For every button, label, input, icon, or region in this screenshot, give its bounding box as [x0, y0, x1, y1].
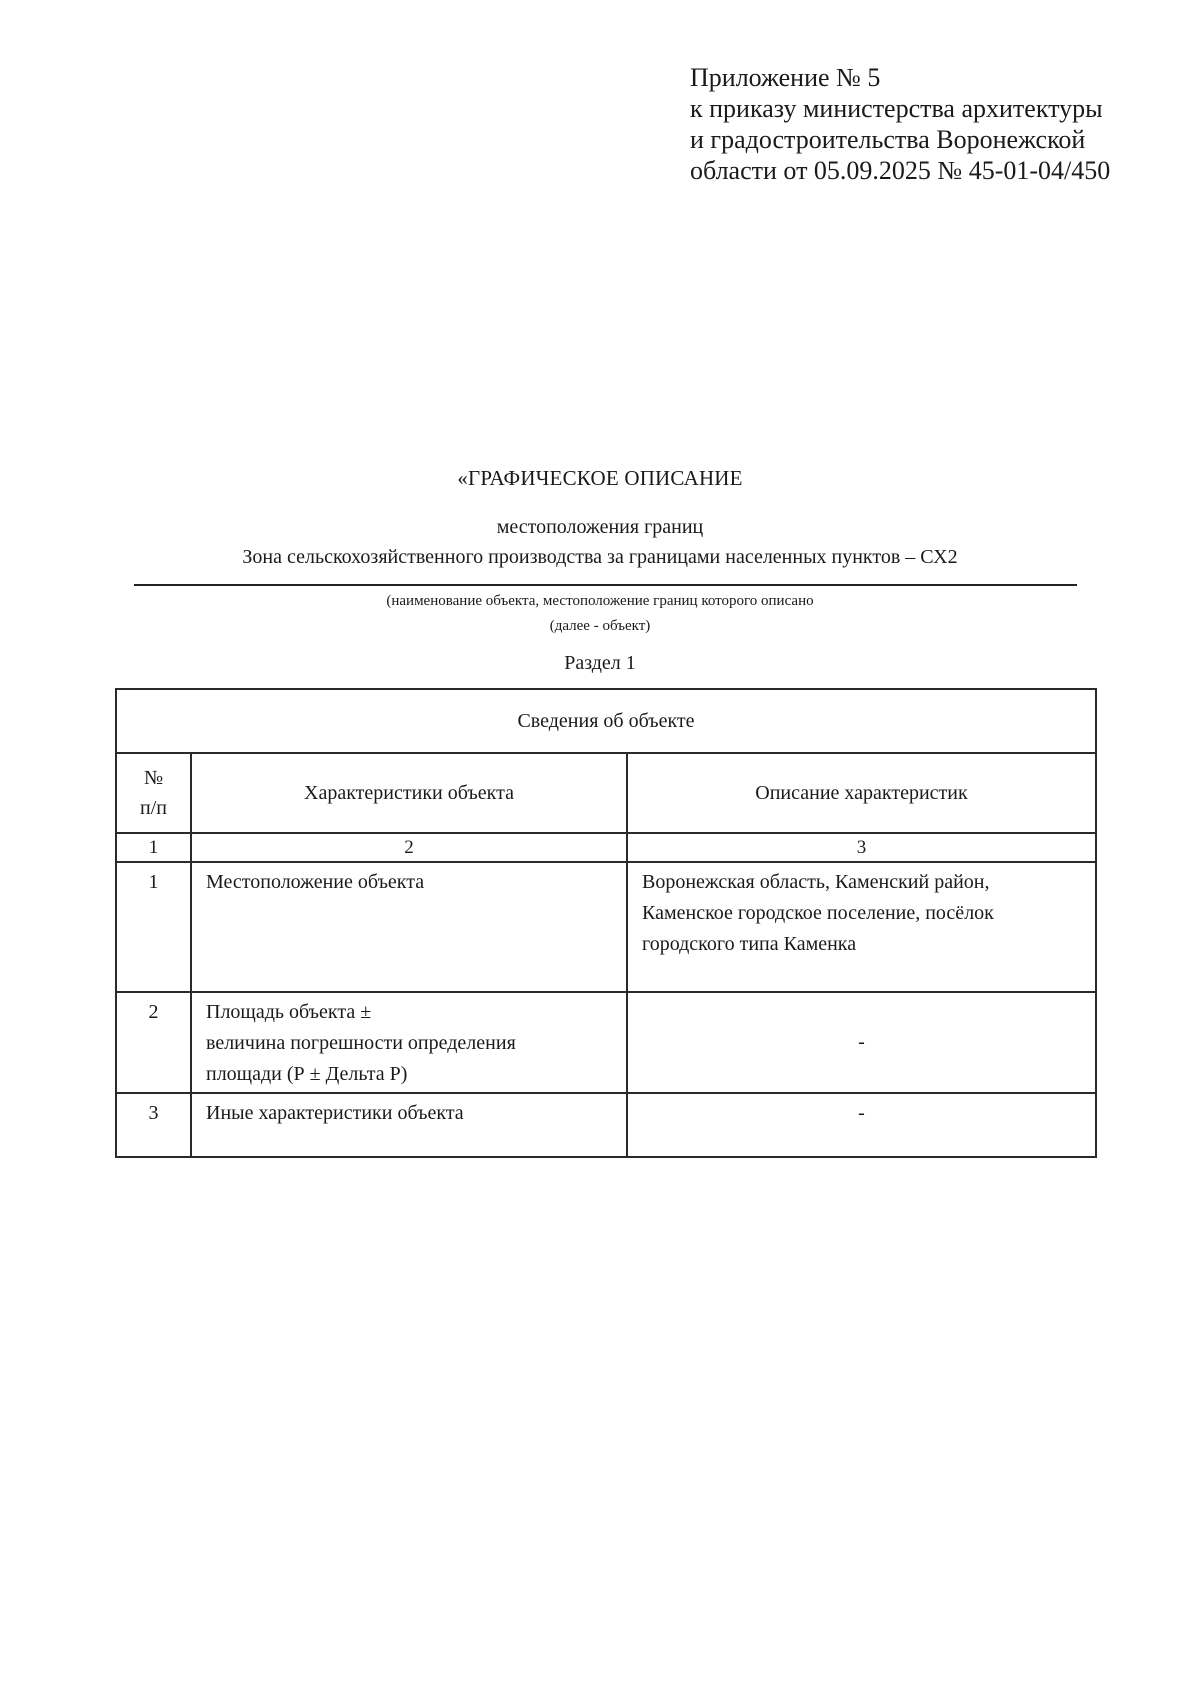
caption-line: (наименование объекта, местоположение границ которого описано	[386, 593, 814, 609]
cell-line: Каменское городское поселение, посёлок	[642, 902, 994, 924]
table-caption: Сведения об объекте	[116, 689, 1096, 753]
table-caption-row	[116, 689, 1096, 753]
header-number-line: №	[143, 767, 164, 789]
row-number: 1	[116, 862, 191, 992]
header-number-line: п/п	[140, 797, 167, 819]
appendix-line: области от 05.09.2025 № 45-01-04/450	[690, 156, 1111, 185]
row-characteristic	[191, 992, 627, 1093]
object-name-underline	[134, 584, 1077, 586]
cell-line: городского типа Каменка	[642, 933, 857, 955]
row-number: 2	[116, 992, 191, 1093]
appendix-line: и градостроительства Воронежской	[690, 125, 1086, 154]
row-description: -	[627, 1093, 1096, 1157]
cell-line: величина погрешности определения	[206, 1032, 516, 1054]
header-description: Описание характеристик	[627, 753, 1096, 833]
object-info-table	[115, 688, 1097, 1158]
row-characteristic	[191, 1093, 627, 1157]
column-number-row	[116, 833, 1096, 862]
column-number: 1	[116, 833, 191, 862]
table-header-row	[116, 753, 1096, 833]
appendix-header	[690, 62, 1170, 186]
appendix-line: Приложение № 5	[690, 63, 881, 92]
row-number: 3	[116, 1093, 191, 1157]
row-description: -	[627, 992, 1096, 1093]
section-heading: Раздел 1	[564, 652, 636, 674]
header-characteristics: Характеристики объекта	[191, 753, 627, 833]
cell-line: Местоположение объекта	[206, 871, 425, 893]
cell-line: Площадь объекта ±	[206, 1001, 372, 1023]
document-title: «ГРАФИЧЕСКОЕ ОПИСАНИЕ	[457, 466, 743, 490]
column-number: 2	[191, 833, 627, 862]
document-subtitle: местоположения границ	[496, 516, 704, 538]
column-number: 3	[627, 833, 1096, 862]
table-row	[116, 1093, 1096, 1157]
header-number	[116, 753, 191, 833]
row-description	[627, 862, 1096, 992]
caption-line: (далее - объект)	[549, 618, 651, 634]
object-name-caption	[0, 589, 1200, 639]
object-name: Зона сельскохозяйственного производства за границами населенных пунктов – СХ2	[242, 546, 958, 568]
appendix-line: к приказу министерства архитектуры	[690, 94, 1103, 123]
cell-line: Иные характеристики объекта	[206, 1102, 464, 1124]
table-row	[116, 862, 1096, 992]
cell-line: площади (Р ± Дельта Р)	[206, 1063, 408, 1085]
cell-line: Воронежская область, Каменский район,	[642, 871, 990, 893]
table-row	[116, 992, 1096, 1093]
row-characteristic	[191, 862, 627, 992]
